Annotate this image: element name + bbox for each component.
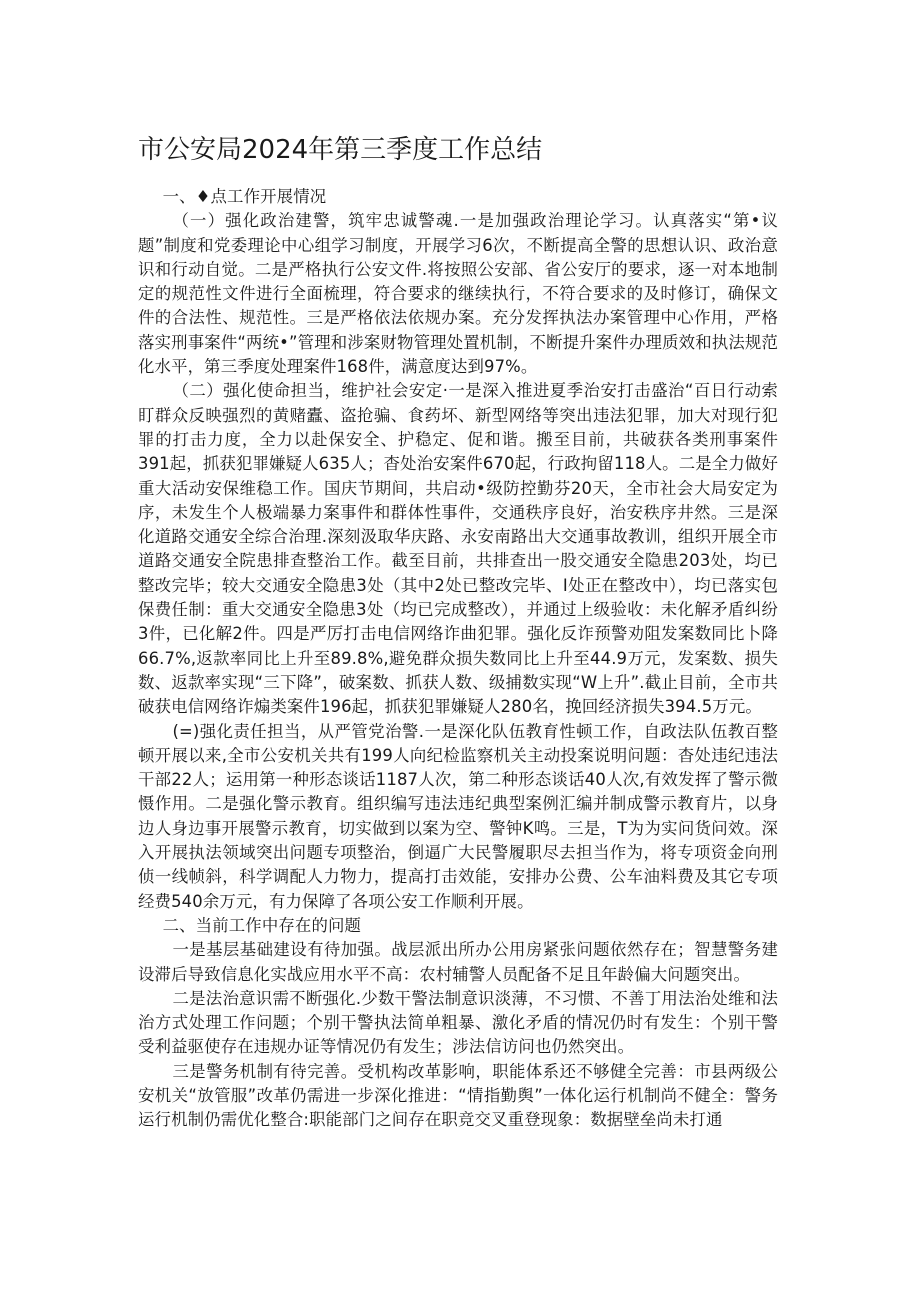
paragraph-problem-infrastructure: 一是基层基础建设有待加强。战层派出所办公用房紧张问题依然存在；智慧警务建设滞后导致信息化实战应用水平不高：农村辅警人员配备不足且年龄偏大问题突出。 [138, 940, 778, 984]
document-body [138, 185, 778, 1133]
document-title: 市公安局2024年第三季度工作总结 [138, 135, 543, 165]
section-heading-2: 二、当前工作中存在的问题 [162, 915, 362, 935]
section-heading-1: 一、♦点工作开展情况 [162, 187, 327, 206]
paragraph-problem-rule-of-law: 二是法治意识需不断强化.少数干警法制意识淡薄，不习惯、不善丁用法治处维和法治方式处理工作问题；个别干警执法简单粗暴、激化矛盾的情况仍时有发生：个别干警受利益驱使存在违规办证等情况仍有发生；涉法信访问也仍然突出。 [138, 988, 778, 1057]
paragraph-problem-mechanism: 三是警务机制有待完善。受机构改革影响，职能体系还不够健全完善：市县两级公安机关“放管服”改革仍需进一步深化推进：“情指勤舆”一体化运行机制尚不健全：警务运行机制仍需优化整合:职能部门之间存在职竞交叉重登现象：数据壁垒尚未打通 [138, 1061, 778, 1130]
paragraph-responsibility: (=)强化责任担当，从严管党治警.一是深化队伍教育性顿工作，自政法队伍教百整顿开展以来,全市公安机关共有199人向纪检监察机关主动投案说明问题：杳处违纪违法干部22人；运用第一种形态谈话1187人次，第二种形态谈话40人次,有效发挥了警示微慑作用。二是强化警示教育。组织编写违法违纪典型案例汇编并制成警示教育片，以身边人身边事开展警示教育，切实做到以案为空、警钟K鸣。三是，T为为实问货问效。深入开展执法领域突出问题专项整治，倒逼广大民警履职尽去担当作为，将专项资金向刑侦一线帧斜，科学调配人力物力，提高打击效能，安排办公费、公车油料费及其它专项经费540余万元，有力保障了各项公安工作顺利开展。 [138, 721, 778, 911]
paragraph-political-building: （一）强化政治建警，筑牢忠诚警魂.一是加强政治理论学习。认真落实“第•议题”制度和党委理论中心组学习制度，开展学习6次，不断提高全警的思想认识、政治意识和行动自觉。二是严格执行公安文件.将按照公安部、省公安厅的要求，逐一对本地制定的规范性文件进行全面梳理，符合要求的继续执行，不符合要求的及时修订，确保文件的合法性、规范性。三是严格依法依规办案。充分发挥执法办案管理中心作用，严格落实刑事案件“两统•”管理和涉案财物管理处置机制，不断提升案件办理质效和执法规范化水平，第三季度处理案件168件，满意度达到97%。 [138, 211, 778, 377]
paragraph-mission-stability: （二）强化使命担当，维护社会安定·一是深入推进夏季治安打击盛治“百日行动索盯群众反映强烈的黄赌蠹、盗抢骗、食药坏、新型网络等突出违法犯罪，加大对现行犯罪的打击力度，全力以赴保安全、护稳定、促和谐。搬至目前，共破获各类刑事案件391起，抓获犯罪嫌疑人635人；杳处治安案件670起，行政拘留118人。二是全力做好重大活动安保维稳工作。国庆节期间，共启动•级防控勤芬20天，全市社会大局安定为序，未发生个人极端暴力案事件和群体性事件，交通秩序良好，治安秩序井然。三是深化道路交通安全综合治理.深刻汲取华庆路、永安南路出大交通事故教训，组织开展全市道路交通安全院患排查整治工作。截至目前，共排查出一股交通安全隐患203处，均已整改完毕；较大交通安全隐患3处（其中2处已整改完毕、I处正在整改中），均已落实包保费任制：重大交通安全隐患3处（均已完成整改），并通过上级验收：未化解矛盾纠纷3件，已化解2件。四是严厉打击电信网络诈曲犯罪。强化反诈预警劝阻发案数同比卜降66.7%,返款率同比上升至89.8%,避免群众损失数同比上升至44.9万元，发案数、损失数、返款率实现“三下降”，破案数、抓获人数、级捕数实现“W上升”.截止目前，全市共破获电信网络诈煽类案件196起，抓获犯罪嫌疑人280名，挽回经济损失394.5万元。 [138, 381, 778, 717]
